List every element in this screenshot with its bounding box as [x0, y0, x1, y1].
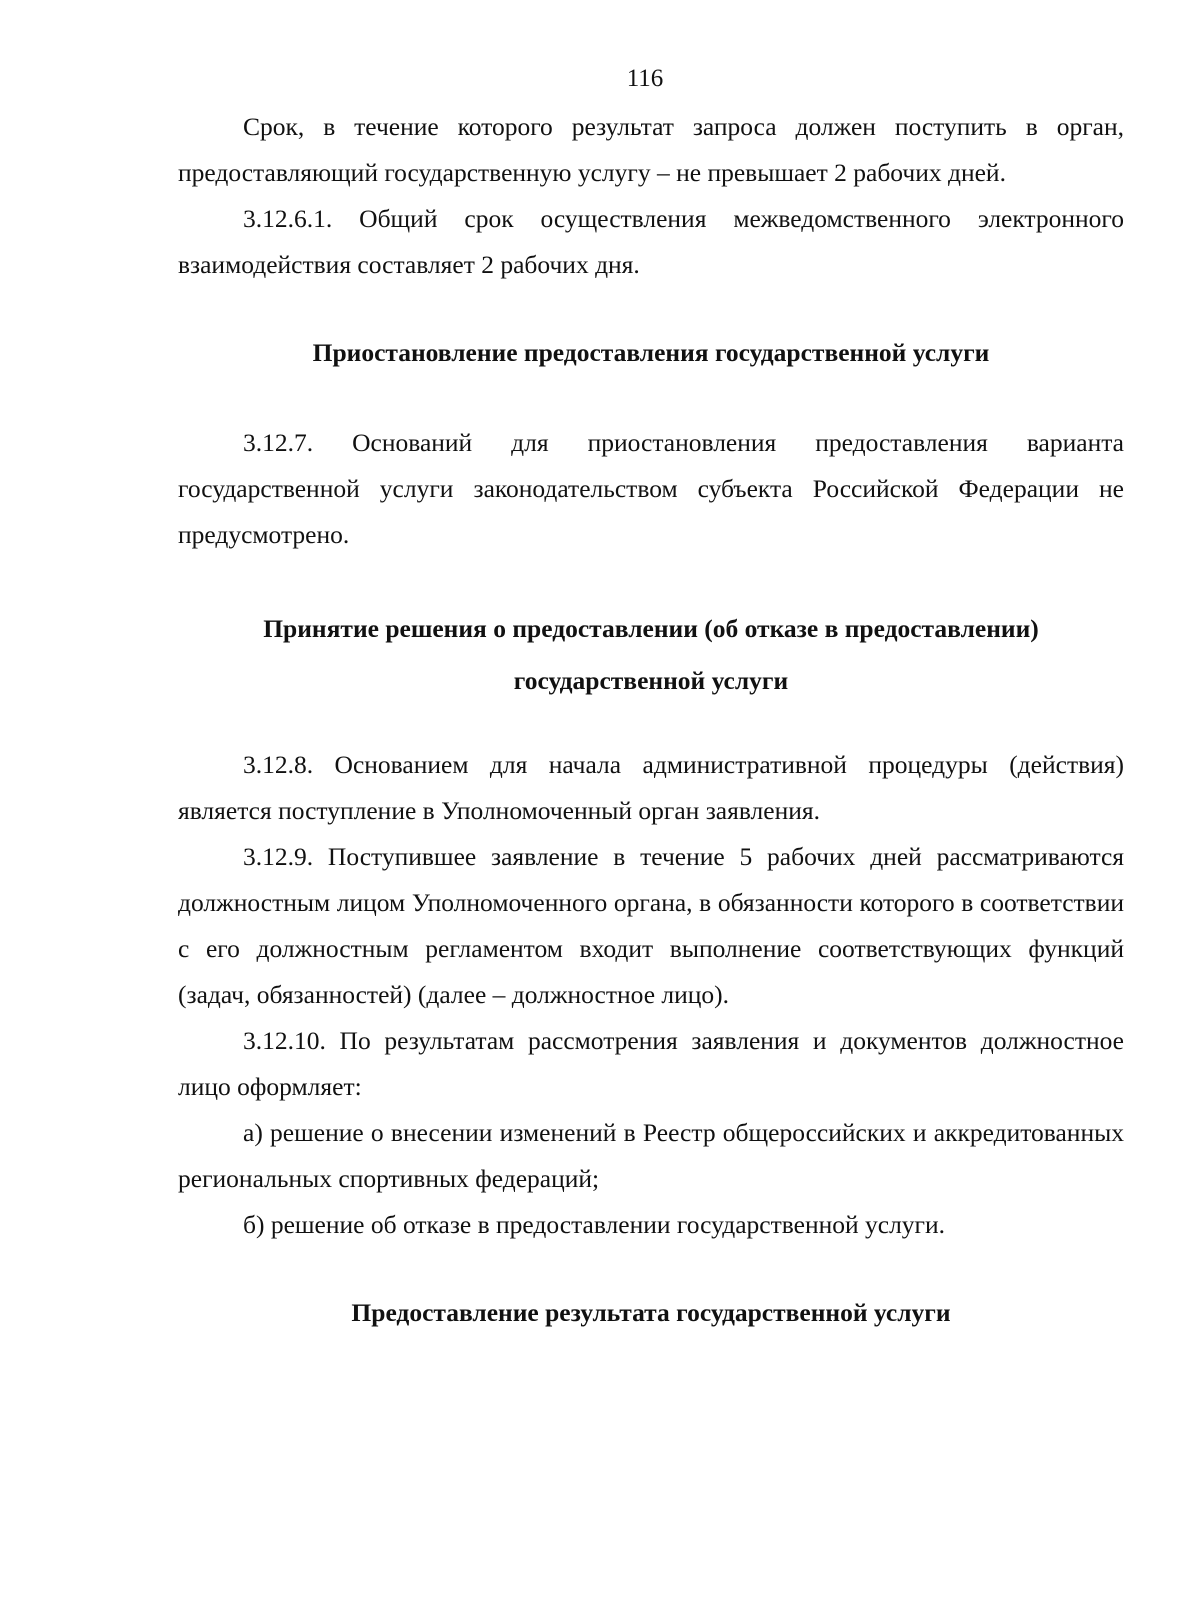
- page-number: 116: [626, 65, 664, 92]
- heading-result: Предоставление результата государственной услуги: [351, 1298, 951, 1327]
- heading-suspension: Приостановление предоставления государственной услуги: [312, 338, 990, 367]
- paragraph-3-12-7: 3.12.7. Оснований для приостановления предоставления варианта государственной услуги законодательством субъекта Российской Федерации не предусмотрено.: [178, 428, 1124, 549]
- paragraph-3-12-9: 3.12.9. Поступившее заявление в течение 5 рабочих дней рассматриваются должностным лицом Уполномоченного органа, в обязанности которого в соответствии с его должностным регламентом входит выполнение соответствующих функций (задач, обязанностей) (далее – должностное лицо).: [178, 842, 1124, 1009]
- list-item-a: а) решение о внесении изменений в Реестр общероссийских и аккредитованных региональных спортивных федераций;: [178, 1118, 1124, 1193]
- paragraph-3-12-6-1: 3.12.6.1. Общий срок осуществления межведомственного электронного взаимодействия составляет 2 рабочих дня.: [178, 204, 1124, 279]
- intro-text-block: [178, 104, 1124, 288]
- paragraph-3-12-10: 3.12.10. По результатам рассмотрения заявления и документов должностное лицо оформляет:: [178, 1026, 1124, 1101]
- list-item-b: б) решение об отказе в предоставлении государственной услуги.: [243, 1210, 946, 1239]
- paragraph-request-deadline: Срок, в течение которого результат запроса должен поступить в орган, предоставляющий государственную услугу – не превышает 2 рабочих дней.: [178, 112, 1124, 187]
- paragraph-3-12-8: 3.12.8. Основанием для начала административной процедуры (действия) является поступление в Уполномоченный орган заявления.: [178, 750, 1124, 825]
- heading-decision: Принятие решения о предоставлении (об отказе в предоставлении) государственной услуги: [263, 614, 1039, 695]
- suspension-text-block: [178, 420, 1124, 558]
- decision-text-block: [178, 742, 1124, 1248]
